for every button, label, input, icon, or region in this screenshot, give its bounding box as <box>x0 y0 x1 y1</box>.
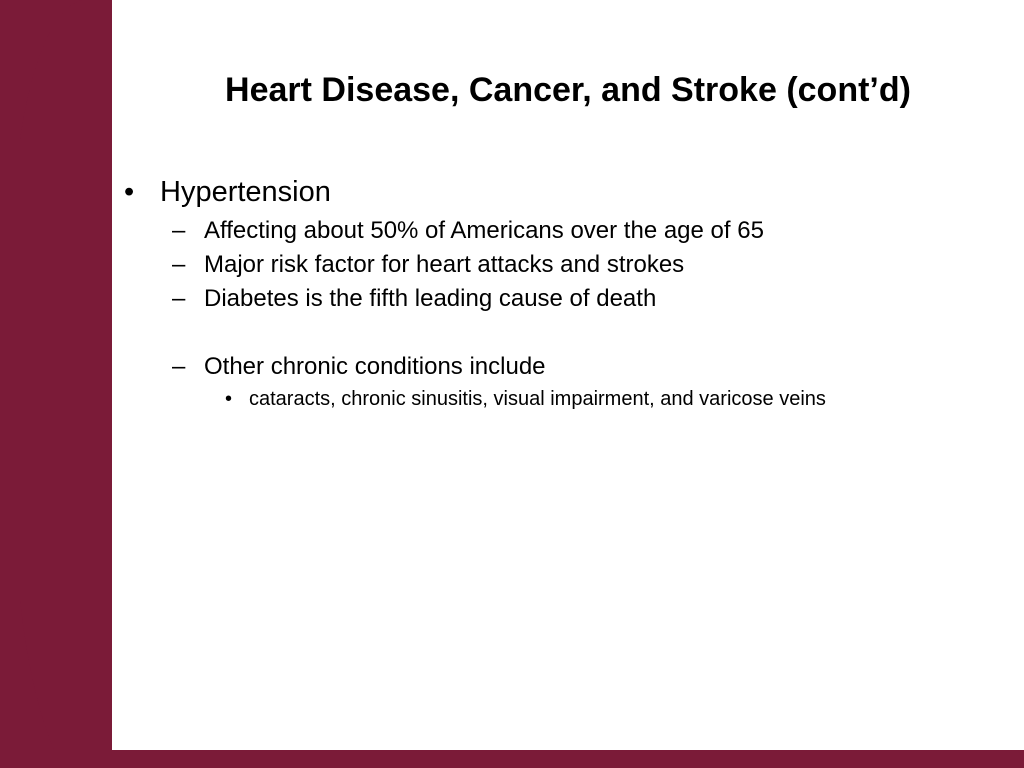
sub-bullet-text: Diabetes is the fifth leading cause of death <box>204 285 657 312</box>
sub-bullet-item <box>172 250 684 280</box>
slide-title: Heart Disease, Cancer, and Stroke (cont’d) <box>225 71 911 109</box>
sub-bullet-item <box>172 284 656 314</box>
dash-marker: – <box>172 285 186 312</box>
sub-bullet-text: Major risk factor for heart attacks and strokes <box>204 251 685 278</box>
dash-marker: – <box>172 251 186 278</box>
sub-bullet-item <box>172 352 546 382</box>
sub-bullet-item <box>172 216 764 246</box>
sub-bullet-text: Affecting about 50% of Americans over the age of 65 <box>204 217 764 244</box>
sub-bullet-text: Other chronic conditions include <box>204 353 546 380</box>
sub-sub-bullet-text: cataracts, chronic sinusitis, visual impairment, and varicose veins <box>249 388 826 410</box>
bullet-text: Hypertension <box>160 176 331 208</box>
bullet-marker: • <box>225 388 233 410</box>
bullet-item <box>124 174 331 210</box>
sub-sub-bullet-item <box>225 386 826 412</box>
dash-marker: – <box>172 217 186 244</box>
dash-marker: – <box>172 353 186 380</box>
bullet-marker: • <box>124 176 135 208</box>
